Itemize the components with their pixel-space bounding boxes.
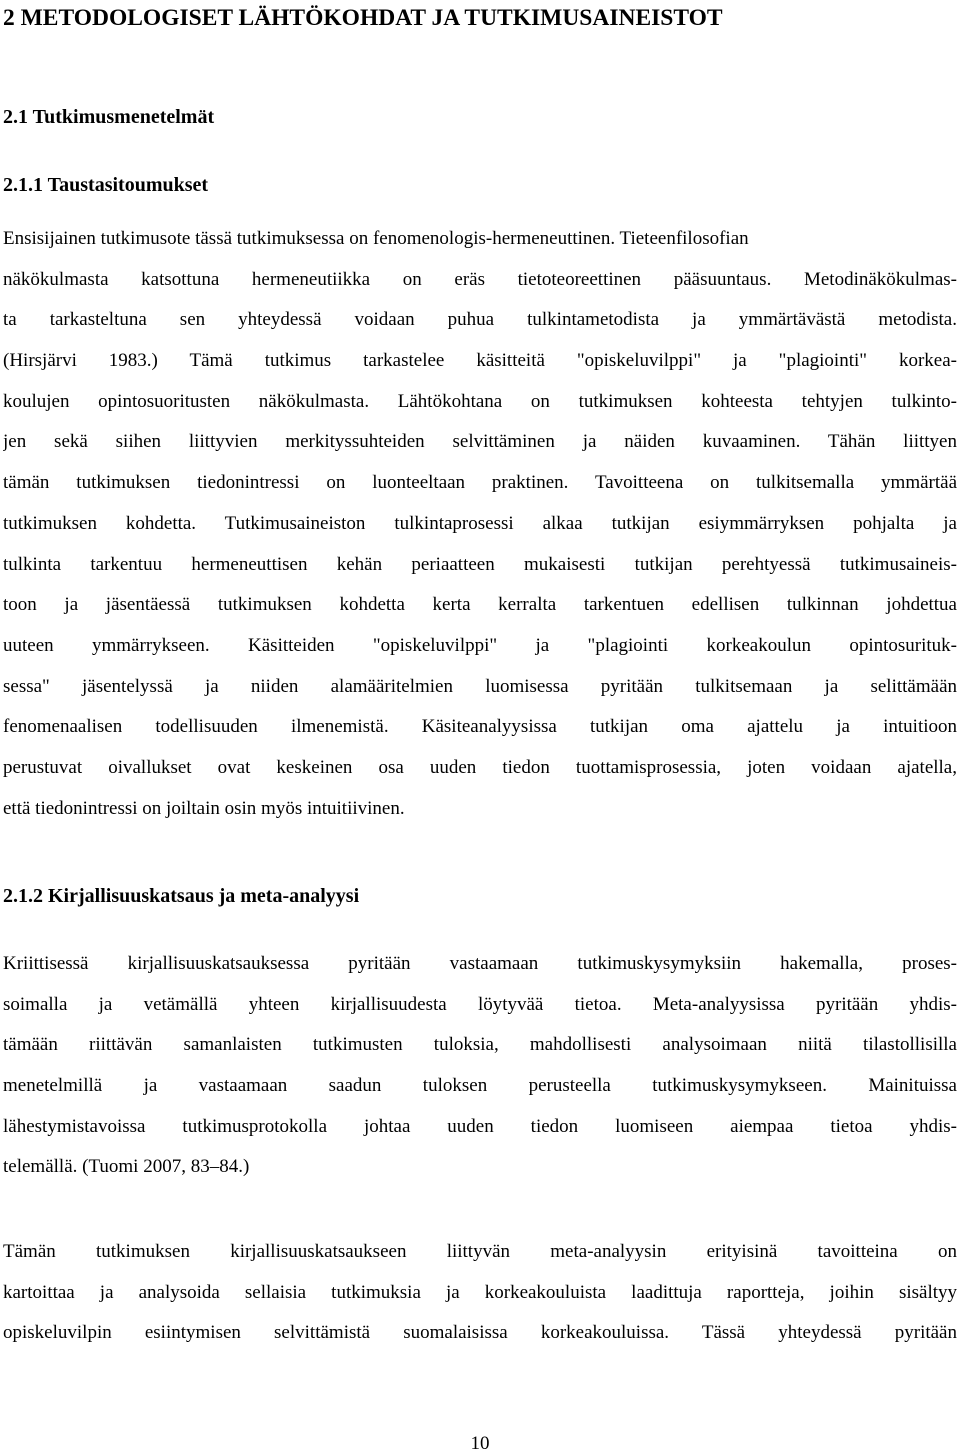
text-line: jen sekä siihen liittyvien merkityssuhteiden selvittäminen ja näiden kuvaaminen. Tähän liittyen xyxy=(3,431,957,453)
text-line: telemällä. (Tuomi 2007, 83–84.) xyxy=(3,1156,250,1178)
page-number: 10 xyxy=(470,1433,490,1454)
text-line: Tämän tutkimuksen kirjallisuuskatsaukseen liittyvän meta-analyysin erityisinä tavoitteina on xyxy=(3,1241,957,1262)
text-line: fenomenaalisen todellisuuden ilmenemistä. Käsiteanalyysissa tutkijan oma ajattelu ja intuitioon xyxy=(3,716,957,738)
text-line: että tiedonintressi on joiltain osin myös intuitiivinen. xyxy=(3,797,405,819)
text-line: toon ja jäsentäessä tutkimuksen kohdetta kerta kerralta tarkentuen edellisen tulkinnan johdettua xyxy=(3,594,957,616)
text-line: menetelmillä ja vastaamaan saadun tuloksen perusteella tutkimuskysymykseen. Mainituissa xyxy=(3,1075,957,1097)
text-line: soimalla ja vetämällä yhteen kirjallisuudesta löytyvää tietoa. Meta-analyysissa pyritään yhdis- xyxy=(3,993,957,1015)
text-line: tämään riittävän samanlaisten tutkimusten tuloksia, mahdollisesti analysoimaan niitä tilastollisilla xyxy=(3,1034,957,1056)
text-line: uuteen ymmärrykseen. Käsitteiden "opiskeluvilppi" ja "plagiointi korkeakoulun opintosurituk- xyxy=(3,634,957,656)
text-line: tämän tutkimuksen tiedonintressi on luonteeltaan praktinen. Tavoitteena on tulkitsemalla ymmärtää xyxy=(3,472,957,494)
section-heading: 2.1 Tutkimusmenetelmät xyxy=(3,106,215,128)
text-line: Kriittisessä kirjallisuuskatsauksessa pyritään vastaamaan tutkimuskysymyksiin hakemalla, proses- xyxy=(3,953,957,974)
text-line: (Hirsjärvi 1983.) Tämä tutkimus tarkastelee käsitteitä "opiskeluvilppi" ja "plagiointi" korkea- xyxy=(3,350,957,372)
subsection-heading-taustasitoumukset: 2.1.1 Taustasitoumukset xyxy=(3,174,209,196)
paragraph-taustasitoumukset xyxy=(3,219,957,829)
text-line: Ensisijainen tutkimusote tässä tutkimuksessa on fenomenologis-hermeneuttinen. Tieteenfilosofian xyxy=(3,228,749,249)
paragraph-kirjallisuuskatsaus xyxy=(3,944,957,1188)
text-line: perustuvat oivallukset ovat keskeinen osa uuden tiedon tuottamisprosessia, joten voidaan ajatella, xyxy=(3,756,957,778)
text-line: näkökulmasta katsottuna hermeneutiikka on eräs tietoteoreettinen pääsuuntaus. Metodinäkökulmas- xyxy=(3,268,957,290)
text-line: opiskeluvilpin esiintymisen selvittämistä suomalaisissa korkeakouluissa. Tässä yhteydessä pyritään xyxy=(3,1322,957,1344)
text-line: kartoittaa ja analysoida sellaisia tutkimuksia ja korkeakouluista laadittuja raportteja, joihin sisältyy xyxy=(3,1281,957,1303)
text-line: lähestymistavoissa tutkimusprotokolla johtaa uuden tiedon luomiseen aiempaa tietoa yhdis- xyxy=(3,1115,957,1137)
text-line: ta tarkasteltuna sen yhteydessä voidaan puhua tulkintametodista ja ymmärtävästä metodista. xyxy=(3,309,957,331)
text-line: koulujen opintosuoritusten näkökulmasta. Lähtökohtana on tutkimuksen kohteesta tehtyjen tulkinto- xyxy=(3,390,957,412)
subsection-heading-kirjallisuuskatsaus: 2.1.2 Kirjallisuuskatsaus ja meta-analyysi xyxy=(3,885,360,907)
text-line: tutkimuksen kohdetta. Tutkimusaineiston tulkintaprosessi alkaa tutkijan esiymmärryksen pohjalta ja xyxy=(3,512,957,534)
chapter-heading: 2 METODOLOGISET LÄHTÖKOHDAT JA TUTKIMUSAINEISTOT xyxy=(3,5,723,31)
text-line: sessa" jäsentelyssä ja niiden alamääritelmien luomisessa pyritään tulkitsemaan ja selittämään xyxy=(3,675,957,697)
text-line: tulkinta tarkentuu hermeneuttisen kehän periaatteen mukaisesti tutkijan perehtyessä tutkimusaineis- xyxy=(3,553,957,575)
paragraph-meta-analyysi-tavoitteet xyxy=(3,1232,957,1354)
